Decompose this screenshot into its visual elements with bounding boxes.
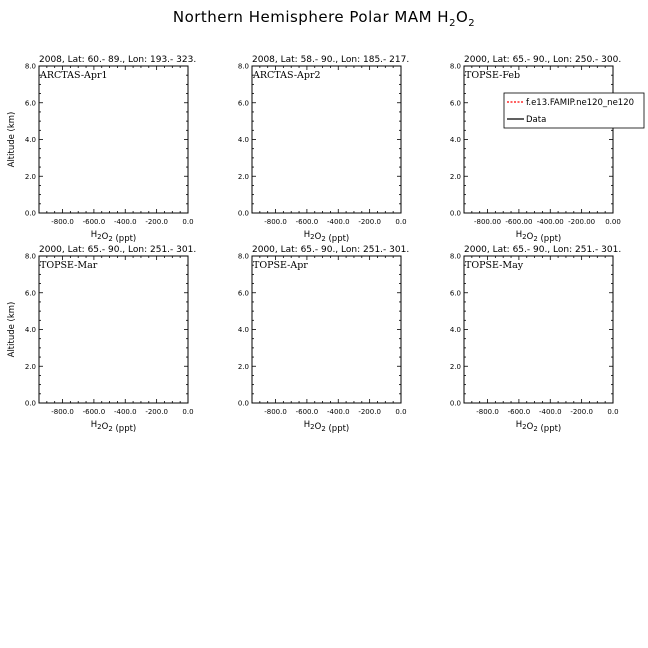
y-tick-label: 0.0 <box>24 209 36 218</box>
x-tick-label: 0.0 <box>395 218 407 226</box>
y-tick-label: 0.0 <box>449 209 461 218</box>
x-tick-label: -800.00 <box>474 218 502 226</box>
panel-header: 2008, Lat: 58.- 90., Lon: 185.- 217. <box>252 55 410 65</box>
y-tick-label: 8.0 <box>24 62 36 71</box>
x-tick-label: -800.0 <box>51 218 74 226</box>
y-tick-label: 8.0 <box>237 62 249 71</box>
legend-label: f.e13.FAMIP.ne120_ne120 <box>526 98 635 108</box>
legend-label: Data <box>526 115 547 125</box>
panel-header: 2000, Lat: 65.- 90., Lon: 251.- 301. <box>252 245 410 255</box>
y-tick-label: 4.0 <box>24 136 36 144</box>
y-tick-label: 6.0 <box>449 289 461 298</box>
x-tick-label: -200.0 <box>145 408 168 416</box>
figure-title-sub1: 2 <box>449 18 456 29</box>
panel-header: 2000, Lat: 65.- 90., Lon: 251.- 301. <box>464 245 622 255</box>
y-tick-label: 2.0 <box>237 362 249 371</box>
x-tick-label: -800.0 <box>264 218 287 226</box>
x-tick-label: 0.0 <box>182 218 194 226</box>
y-tick-label: 6.0 <box>24 289 36 298</box>
panel-header: 2008, Lat: 60.- 89., Lon: 193.- 323. <box>39 55 197 65</box>
y-tick-label: 4.0 <box>24 326 36 334</box>
y-tick-label: 2.0 <box>237 172 249 181</box>
x-tick-label: 0.00 <box>605 218 621 226</box>
x-axis-label: $H_2O_2$ (ppt) <box>303 420 350 434</box>
y-tick-label: 4.0 <box>449 326 461 334</box>
chart-panel-4 <box>7 245 196 434</box>
panel-label: TOPSE-Feb <box>465 70 521 81</box>
panel-header: 2000, Lat: 65.- 90., Lon: 251.- 301. <box>39 245 197 255</box>
panel-label: TOPSE-May <box>465 260 524 271</box>
y-tick-label: 0.0 <box>237 209 249 218</box>
x-tick-label: -600.0 <box>82 218 106 226</box>
x-axis-label: $H_2O_2$ (ppt) <box>515 230 562 244</box>
y-tick-label: 8.0 <box>237 252 249 261</box>
x-tick-label: -800.0 <box>51 408 74 416</box>
panel-label: ARCTAS-Apr2 <box>253 70 321 81</box>
x-tick-label: -600.0 <box>295 408 319 416</box>
y-tick-label: 6.0 <box>24 99 36 108</box>
panel-label: ARCTAS-Apr1 <box>40 70 108 81</box>
panel-label: TOPSE-Apr <box>253 260 308 271</box>
plot-frame <box>39 66 188 213</box>
x-tick-label: -200.0 <box>145 218 168 226</box>
panel-header: 2000, Lat: 65.- 90., Lon: 250.- 300. <box>464 55 622 65</box>
x-tick-label: -400.0 <box>326 408 350 416</box>
x-axis-label: $H_2O_2$ (ppt) <box>90 420 137 434</box>
plot-frame <box>464 256 613 403</box>
x-axis-label: $H_2O_2$ (ppt) <box>515 420 562 434</box>
y-tick-label: 2.0 <box>24 172 36 181</box>
plot-frame <box>252 66 401 213</box>
plot-frame <box>252 256 401 403</box>
y-axis-label: Altitude (km) <box>7 111 17 168</box>
x-tick-label: -200.0 <box>358 408 381 416</box>
figure-title-main: Northern Hemisphere Polar MAM H <box>172 8 450 26</box>
y-tick-label: 6.0 <box>237 99 249 108</box>
x-tick-label: -600.0 <box>295 218 319 226</box>
x-tick-label: 0.0 <box>395 408 407 416</box>
x-tick-label: -400.0 <box>538 408 562 416</box>
x-tick-label: -400.0 <box>113 408 137 416</box>
y-tick-label: 0.0 <box>237 399 249 408</box>
x-tick-label: -800.0 <box>264 408 287 416</box>
y-axis-label: Altitude (km) <box>7 301 17 358</box>
y-tick-label: 8.0 <box>449 252 461 261</box>
x-tick-label: -400.0 <box>326 218 350 226</box>
y-tick-label: 0.0 <box>24 399 36 408</box>
x-tick-label: 0.0 <box>607 408 619 416</box>
chart-panel-1 <box>7 55 196 244</box>
y-tick-label: 8.0 <box>449 62 461 71</box>
x-tick-label: -800.0 <box>476 408 499 416</box>
x-tick-label: -600.0 <box>82 408 106 416</box>
x-tick-label: -400.0 <box>113 218 137 226</box>
figure-title-sub2: 2 <box>468 18 476 29</box>
y-tick-label: 2.0 <box>449 172 461 181</box>
chart-panel-6 <box>450 245 621 434</box>
y-tick-label: 0.0 <box>449 399 461 408</box>
x-axis-label: $H_2O_2$ (ppt) <box>90 230 137 244</box>
y-tick-label: 4.0 <box>237 136 249 144</box>
y-tick-label: 2.0 <box>449 362 461 371</box>
x-tick-label: -200.00 <box>568 218 596 226</box>
y-tick-label: 2.0 <box>24 362 36 371</box>
chart-panel-5 <box>238 245 409 434</box>
figure-title-mid: O <box>455 8 469 26</box>
x-tick-label: 0.0 <box>182 408 194 416</box>
x-tick-label: -400.00 <box>536 218 564 226</box>
x-tick-label: -200.0 <box>570 408 593 416</box>
y-tick-label: 8.0 <box>24 252 36 261</box>
chart-panel-2 <box>238 55 409 244</box>
y-tick-label: 4.0 <box>449 136 461 144</box>
plot-frame <box>464 66 613 213</box>
panel-label: TOPSE-Mar <box>40 260 98 271</box>
y-tick-label: 6.0 <box>449 99 461 108</box>
chart-panel-3 <box>450 55 644 244</box>
y-tick-label: 4.0 <box>237 326 249 334</box>
x-tick-label: -600.0 <box>507 408 531 416</box>
x-tick-label: -200.0 <box>358 218 381 226</box>
plot-frame <box>39 256 188 403</box>
y-tick-label: 6.0 <box>237 289 249 298</box>
x-axis-label: $H_2O_2$ (ppt) <box>303 230 350 244</box>
x-tick-label: -600.00 <box>505 218 533 226</box>
